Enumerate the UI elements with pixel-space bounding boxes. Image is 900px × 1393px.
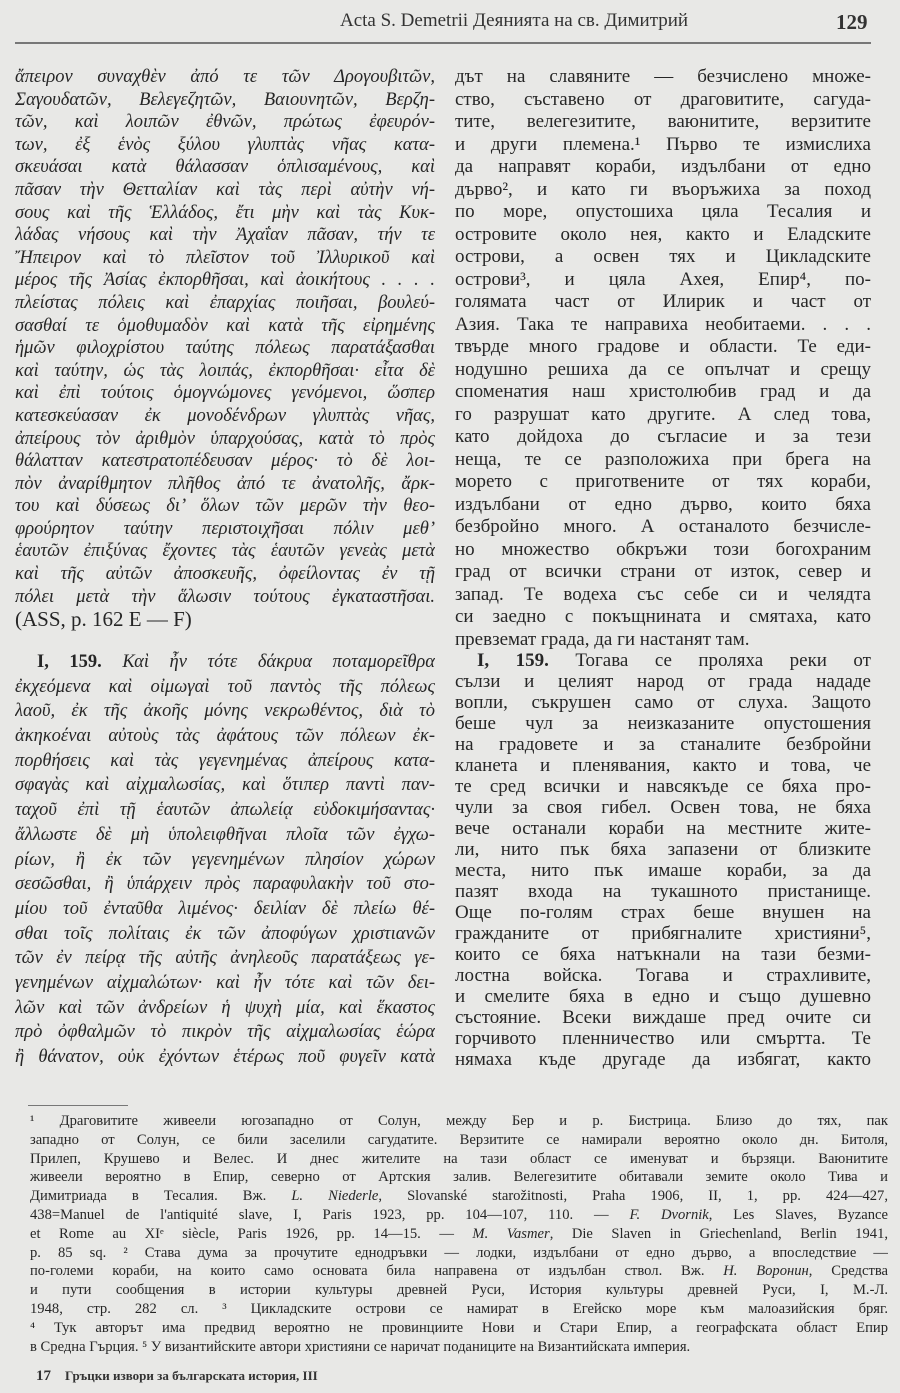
text-line	[30, 1262, 888, 1281]
text-line: твърде много градове и области. Те еди-	[455, 336, 871, 357]
text-line: чули за своя гибел. Освен това, не бяха	[455, 797, 871, 818]
text-line: ρίων, ἢ ἐκ τῶν γεγενημένων πλησίον χώρων	[15, 849, 435, 870]
footer-text: Гръцки извори за българската история, III	[65, 1368, 318, 1383]
text-line: Ἤπειρον καὶ τὸ πλεῖστον τοῦ Ἰλλυρικοῦ καὶ	[15, 247, 435, 268]
text-line: Σαγουδατῶν, Βελεγεζητῶν, Βαιουνητῶν, Βερζη-	[15, 89, 435, 110]
text-line: тите, велегезитите, ваюнитите, верзитите	[455, 111, 871, 132]
text-line: γενημένων αἰχμαλώτων· καὶ ἦν τότε καὶ τῶν δει-	[15, 972, 435, 993]
bulgarian-text-block-2	[455, 650, 871, 1070]
source-reference: (ASS, p. 162 E — F)	[15, 608, 192, 631]
text-line: голямата част от Илирик и част от	[455, 291, 871, 312]
footnote-rule	[28, 1105, 128, 1106]
text-line: град от всички страни от изток, север и	[455, 561, 871, 582]
line-text: западно от Солун, се били заселили сагудатите. Верзитите се намирали вероятно около дн. Битоля,	[30, 1131, 888, 1148]
text-line: ἀκηκοέναι αὐτοὺς τὰς ἀφάτους τῶν πόλεων ἐκ-	[15, 726, 435, 747]
text-line	[30, 1131, 888, 1150]
line-text: , Средства	[808, 1263, 888, 1280]
line-text: , Slovanské starožitnosti, Praha 1906, II, 1, pp. 424—427,	[378, 1188, 888, 1205]
text-line: острови, а освен тях и Цикладските	[455, 246, 871, 267]
text-line: πόλει μετὰ τὴν ἅλωσιν τούτους ἐγκαταστῆσαι.	[15, 586, 435, 607]
greek-text-block-1	[15, 66, 435, 631]
text-line: неща, те се разположиха при брега на	[455, 448, 871, 470]
text-line: ἢ θάνατον, οὐκ ἐχόντων ἑτέρως ποῦ φυγεῖν κατὰ	[15, 1047, 435, 1067]
text-line: кланета и пленявания, както и това, че	[455, 755, 871, 776]
text-line: ство, съставено от драговитите, сагуда-	[455, 88, 871, 110]
text-line: τῶν ἐν πείρᾳ τῆς αὐτῆς ἀνηλεοῦς παρατάξεως γε-	[15, 948, 435, 969]
text-line: ἄλλωστε δὲ μὴ ὑπολειφθῆναι πλοῖα τῶν ἐγχω-	[15, 824, 435, 845]
text-line: λῶν καὶ τῶν ἀνδρείων ἡ ψυχὴ μία, καὶ ἕκαστος	[15, 997, 435, 1018]
text-line: πὸν ἀναρίθμητον πλῆθος ἀπό τε ἀνατολῆς, ἄρκ-	[15, 473, 435, 494]
text-line: сълзи и целият народ от града нададе	[455, 671, 871, 692]
text-line: τῶν, καὶ λοιπῶν ἐθνῶν, πρώτως ἐφευρόν-	[15, 112, 435, 133]
text-line: πᾶσαν τὴν Θετταλίαν καὶ τὰς περὶ αὐτὴν νή-	[15, 179, 435, 200]
text-line	[455, 650, 871, 671]
line-text: Прилеп, Крушево и Велес. И днес жителите на тази област се именуват и бързяци. Ваюнитите	[30, 1150, 888, 1167]
text-line	[30, 1244, 888, 1263]
text-line: ἡμῶν φιλοχρίστου ταύτης πόλεως παρατάξασθαι	[15, 338, 435, 359]
text-line: καὶ τῆς αὐτῶν ἀποσκευῆς, ὀφείλοντας ἐν τῇ	[15, 564, 435, 585]
text-line: σασθαί τε ὁμοθυμαδὸν καὶ κατὰ τῆς εἰρημένης	[15, 315, 435, 336]
line-text: в Средна Гърция. ⁵ У византийските автори християни се наричат поданиците на Византийската империя.	[30, 1338, 691, 1355]
text-line: лостна войска. Тогава и страхливите,	[455, 965, 871, 986]
text-line: σκευάσαι κατὰ θάλασσαν ὁπλισαμένους, καὶ	[15, 157, 435, 178]
text-line	[30, 1319, 888, 1338]
header-rule	[15, 42, 871, 44]
text-line: πλείστας πόλεις καὶ ἐπαρχίας ποιῆσαι, βουλεύ-	[15, 292, 435, 313]
line-text: Тогава се проляха реки от	[575, 650, 871, 671]
text-line: и други племена.¹ Първо те измислиха	[455, 133, 871, 155]
author-name: L. Niederle	[291, 1188, 379, 1205]
text-line: ἑαυτῶν ἐπιξύνας ἔχοντες τὰς ἑαυτῶν γενεὰς μετὰ	[15, 541, 435, 562]
section-number: I, 159.	[477, 650, 549, 671]
text-line: μίου τοῦ ἐνταῦθα λιμένος· δειλίαν δὲ πλείω θέ-	[15, 898, 435, 919]
text-line	[30, 1168, 888, 1187]
text-line: запад. Те водеха със себе си и челядта	[455, 583, 871, 605]
text-line: безбройно много. А останалото безчисле-	[455, 516, 871, 537]
bulgarian-text-block-1	[455, 66, 871, 651]
greek-text-block-2	[15, 650, 435, 1070]
text-line: гражданите от прибягналите християни⁵,	[455, 923, 871, 944]
line-text: p. 85 sq. ² Става дума за прочутите еднодръвки — лодки, издълбани от едно дърво, а впоследствие —	[30, 1244, 888, 1261]
author-name: F. Dvornik	[629, 1206, 709, 1223]
text-line: места, нито пък имаше кораби, за да	[455, 860, 871, 881]
text-line: πορθήσεις καὶ τὰς γεγενημένας ἀπείρους κατα-	[15, 750, 435, 771]
line-text: по-големи кораби, на които само основата била направена от издълбан ствол. Вж.	[30, 1263, 724, 1280]
text-line: вопли, съкрушен само от слуха. Защото	[455, 692, 871, 713]
text-line: го разрушат като другите. А след това,	[455, 403, 871, 425]
text-line: острови³, и цяла Ахея, Епир⁴, по-	[455, 268, 871, 290]
page-footer	[36, 1368, 318, 1385]
text-line: беше чул за неизказаните опустошения	[455, 713, 871, 734]
line-text: , Die Slaven in Griechenland, Berlin 1941,	[549, 1225, 888, 1242]
text-line: да направят кораби, издълбани от едно	[455, 156, 871, 177]
text-line: Азия. Така те направиха необитаеми. . . .	[455, 313, 871, 335]
text-line: по море, опустошиха цяла Тесалия и	[455, 201, 871, 222]
text-line	[30, 1338, 888, 1357]
text-line: но множество обкръжи този богохраним	[455, 538, 871, 560]
text-line: μέρος τῆς Ἀσίας ἐκπορθῆσαι, καὶ ἀοικήτους . . . .	[15, 270, 435, 291]
text-line: които се бяха натъкнали на тази безми-	[455, 944, 871, 965]
text-line: те сред всички и навсякъде се бяха про-	[455, 776, 871, 797]
text-line: на градовете и за станалите безбройни	[455, 734, 871, 755]
text-line: дърво², и като ги въоръжиха за поход	[455, 178, 871, 200]
signature-number: 17	[36, 1368, 51, 1384]
text-line: нямаха къде другаде да избягат, както	[455, 1049, 871, 1070]
text-line: σους καὶ τῆς Ἑλλάδος, ἔτι μὴν καὶ τὰς Κυκ-	[15, 202, 435, 223]
text-line: вече останали кораби на местните жите-	[455, 818, 871, 839]
text-line	[30, 1281, 888, 1300]
text-line	[30, 1225, 888, 1244]
text-line: морето с приготвените от тях кораби,	[455, 471, 871, 492]
text-line: των, ἐξ ἑνὸς ξύλου γλυπτὰς νῆας κατα-	[15, 134, 435, 155]
text-line: του καὶ δύσεως δι’ ὅλων τῶν μερῶν τὴν θεο-	[15, 496, 435, 517]
text-line: островите около нея, както и Еладските	[455, 223, 871, 245]
text-line	[30, 1206, 888, 1225]
line-text: 438=Manuel de l'antiquité slave, I, Paris 1923, pp. 104—107, 110. —	[30, 1206, 630, 1223]
text-line: и смелите бяха в едно и също душевно	[455, 986, 871, 1007]
text-line: καὶ ταύτην, ὡς τὰς λοιπάς, ἐκπορθῆσαι· εἶτα δὲ	[15, 360, 435, 381]
text-line: превземат града, да ги настанят там.	[455, 628, 750, 650]
text-line: ἐκχεόμενα καὶ οἰμωγαὶ τοῦ παντὸς τῆς πόλεως	[15, 676, 435, 697]
line-text: 1948, стр. 282 сл. ³ Цикладските острови се намират в Егейско море към малоазийския бряг.	[30, 1300, 888, 1317]
text-line: нодушно решиха да се опълчат и срещу	[455, 358, 871, 380]
text-line: λαοῦ, ἐκ τῆς ἀκοῆς μόνης νεκρωθέντος, διὰ τὸ	[15, 701, 435, 722]
running-header-title: Acta S. Demetrii Деянията на св. Димитрий	[340, 10, 689, 31]
text-line: дът на славяните — безчислено множе-	[455, 66, 871, 87]
author-name: M. Vasmer	[472, 1225, 550, 1242]
text-line: σθαι τοῖς πολίταις ἐκ τῶν ἀποφύγων χριστιανῶν	[15, 923, 435, 944]
author-name: Н. Воронин	[723, 1263, 809, 1280]
text-line: κατεσκεύασαν ἐκ μονοδένδρων γλυπτὰς νῆας,	[15, 405, 435, 426]
text-line: Още по-голям страх беше внушен на	[455, 902, 871, 923]
line-text: живеели вероятно в Епир, северно от Артския залив. Велегезитите обитавали земите около Тива и	[30, 1169, 888, 1186]
text-line: ἀπείρους τὸν ἀριθμὸν ὑπαρχούσας, κατὰ τὸ πρὸς	[15, 428, 435, 449]
section-number: I, 159.	[37, 652, 102, 672]
line-text: et Rome au XIᵉ siècle, Paris 1926, pp. 14—15. —	[30, 1225, 473, 1242]
text-line: състояние. Всеки виждаше пред очите си	[455, 1007, 871, 1028]
text-line: πρὸ ὀφθαλμῶν τὸ πικρὸν τῆς αἰχμαλωσίας ἑώρα	[15, 1022, 435, 1043]
page-number: 129	[836, 10, 868, 34]
text-line: σφαγὰς καὶ αἰχμαλωσίας, καὶ ὅτιπερ παντὶ παν-	[15, 775, 435, 796]
text-line: φρούρητον ταύτην περιστοιχῆσαι πόλιν μεθ’	[15, 518, 435, 539]
text-line: καὶ ἐπὶ τούτοις ὁμογνώμονες γενόμενοι, ὥσπερ	[15, 383, 435, 404]
text-line: споменатия наш христолюбив град и да	[455, 381, 871, 402]
text-line	[30, 1187, 888, 1206]
text-line: си заедно с покъщнината и смятаха, като	[455, 606, 871, 627]
text-line	[30, 1112, 888, 1131]
footnotes	[30, 1112, 888, 1356]
text-line: горчивото пленничество или смъртта. Те	[455, 1028, 871, 1049]
line-text: ¹ Драговитите живеели югозападно от Солун, между Бер и р. Бистрица. Близо до тях, пак	[30, 1113, 888, 1129]
text-line: θάλατταν κατεστρατοπέδευσαν μέρος· τὸ δὲ λοι-	[15, 451, 435, 472]
line-text: Димитриада в Тесалия. Вж.	[30, 1188, 292, 1205]
text-line: λάδας νήσους καὶ τὴν Ἀχαΐαν πᾶσαν, τήν τε	[15, 225, 435, 246]
text-line: σεσῶσθαι, ἢ ὑπάρχειν πρὸς παραφυλακὴν τοῦ στο-	[15, 874, 435, 895]
line-text: и пути сообщения в истории культуры древней Руси, История культуры древней Руси, I, М.-Л.	[30, 1282, 888, 1299]
line-text: , Les Slaves, Byzance	[708, 1206, 888, 1223]
text-line	[30, 1300, 888, 1319]
text-line	[30, 1150, 888, 1169]
text-line: издълбани от едно дърво, които бяха	[455, 493, 871, 515]
text-line: ἄπειρον συναχθὲν ἀπό τε τῶν Δρογουβιτῶν,	[15, 67, 435, 87]
text-line: ли, нито пък бяха запазени от близките	[455, 839, 871, 860]
text-line: пазят входа на тукашното пристанище.	[455, 881, 871, 902]
text-line: ταχοῦ ἐπὶ τῇ ἑαυτῶν ἀπωλείᾳ εὐδοκιμήσαντας·	[15, 800, 435, 821]
line-text: Καὶ ἦν τότε δάκρυα ποταμορεῖθρα	[122, 652, 435, 672]
line-text: ⁴ Тук авторът има предвид вероятно не провинциите Нови и Стари Епир, а географската област Епир	[30, 1319, 888, 1336]
text-line: като дойдоха до съгласие и за тези	[455, 426, 871, 447]
text-line	[15, 650, 435, 675]
